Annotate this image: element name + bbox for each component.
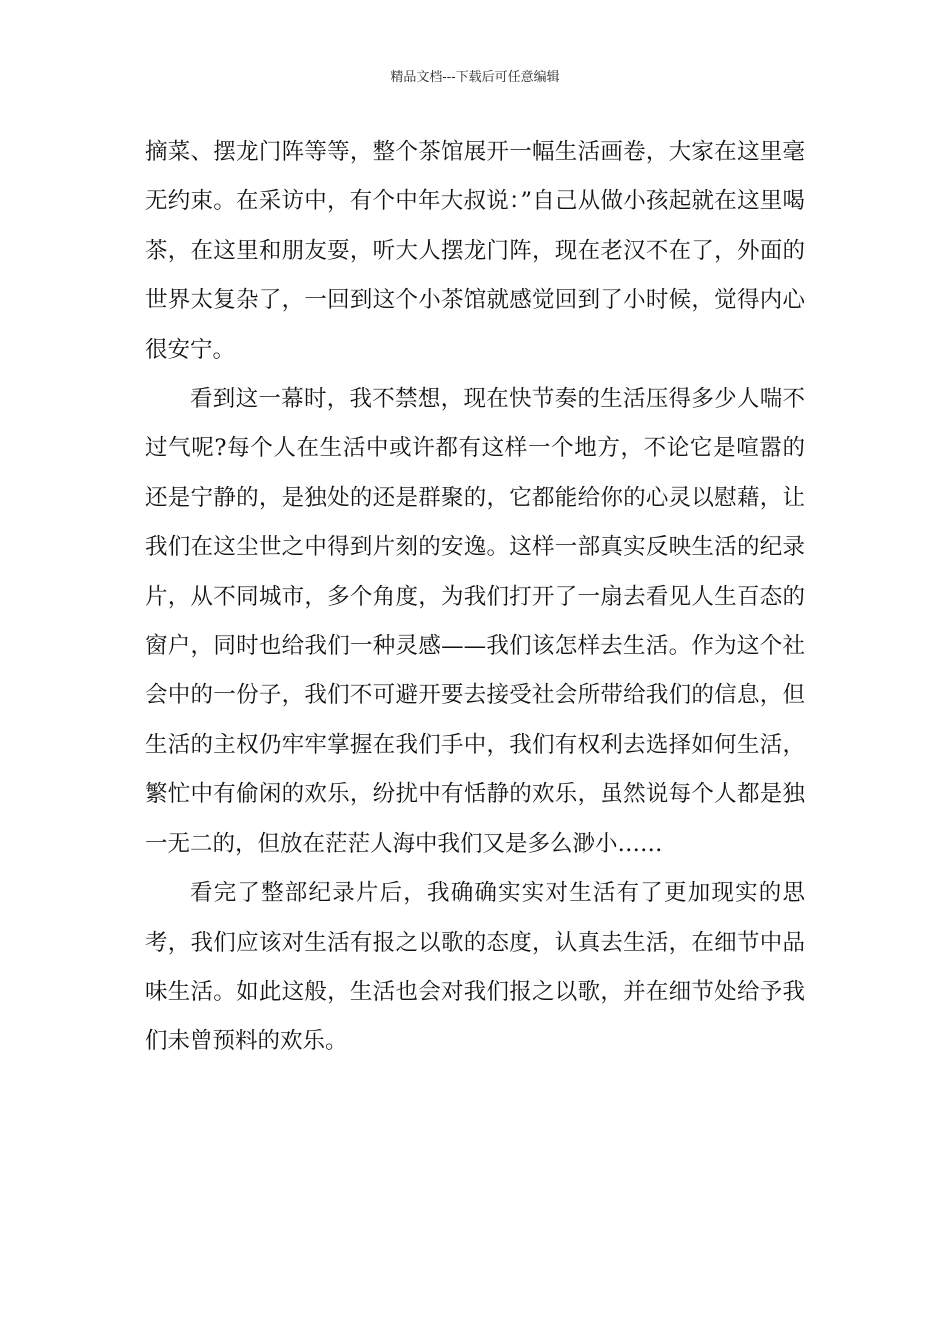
paragraph: 看到这一幕时，我不禁想，现在快节奏的生活压得多少人喘不过气呢?每个人在生活中或许都有这样一个地方，不论它是喧嚣的还是宁静的，是独处的还是群聚的，它都能给你的心灵以慰藉，让我们在这尘世之中得到片刻的安逸。这样一部真实反映生活的纪录片，从不同城市，多个角度，为我们打开了一扇去看见人生百态的窗户，同时也给我们一种灵感——我们该怎样去生活。作为这个社会中的一份子，我们不可避开要去接受社会所带给我们的信息，但生活的主权仍牢牢掌握在我们手中，我们有权利去选择如何生活，繁忙中有偷闲的欢乐，纷扰中有恬静的欢乐，虽然说每个人都是独一无二的，但放在茫茫人海中我们又是多么渺小…… xyxy=(145,386,805,857)
page-header: 精品文档---下载后可任意编辑 xyxy=(390,70,560,85)
paragraph: 看完了整部纪录片后，我确确实实对生活有了更加现实的思考，我们应该对生活有报之以歌的态度，认真去生活，在细节中品味生活。如此这般，生活也会对我们报之以歌，并在细节处给予我们未曾预料的欢乐。 xyxy=(145,880,805,1055)
paragraph: 摘菜、摆龙门阵等等，整个茶馆展开一幅生活画卷，大家在这里毫无约束。在采访中，有个中年大叔说：”自己从做小孩起就在这里喝茶，在这里和朋友耍，听大人摆龙门阵，现在老汉不在了，外面的世界太复杂了，一回到这个小茶馆就感觉回到了小时候，觉得内心很安宁。 xyxy=(145,139,805,363)
body-text xyxy=(145,128,805,1067)
